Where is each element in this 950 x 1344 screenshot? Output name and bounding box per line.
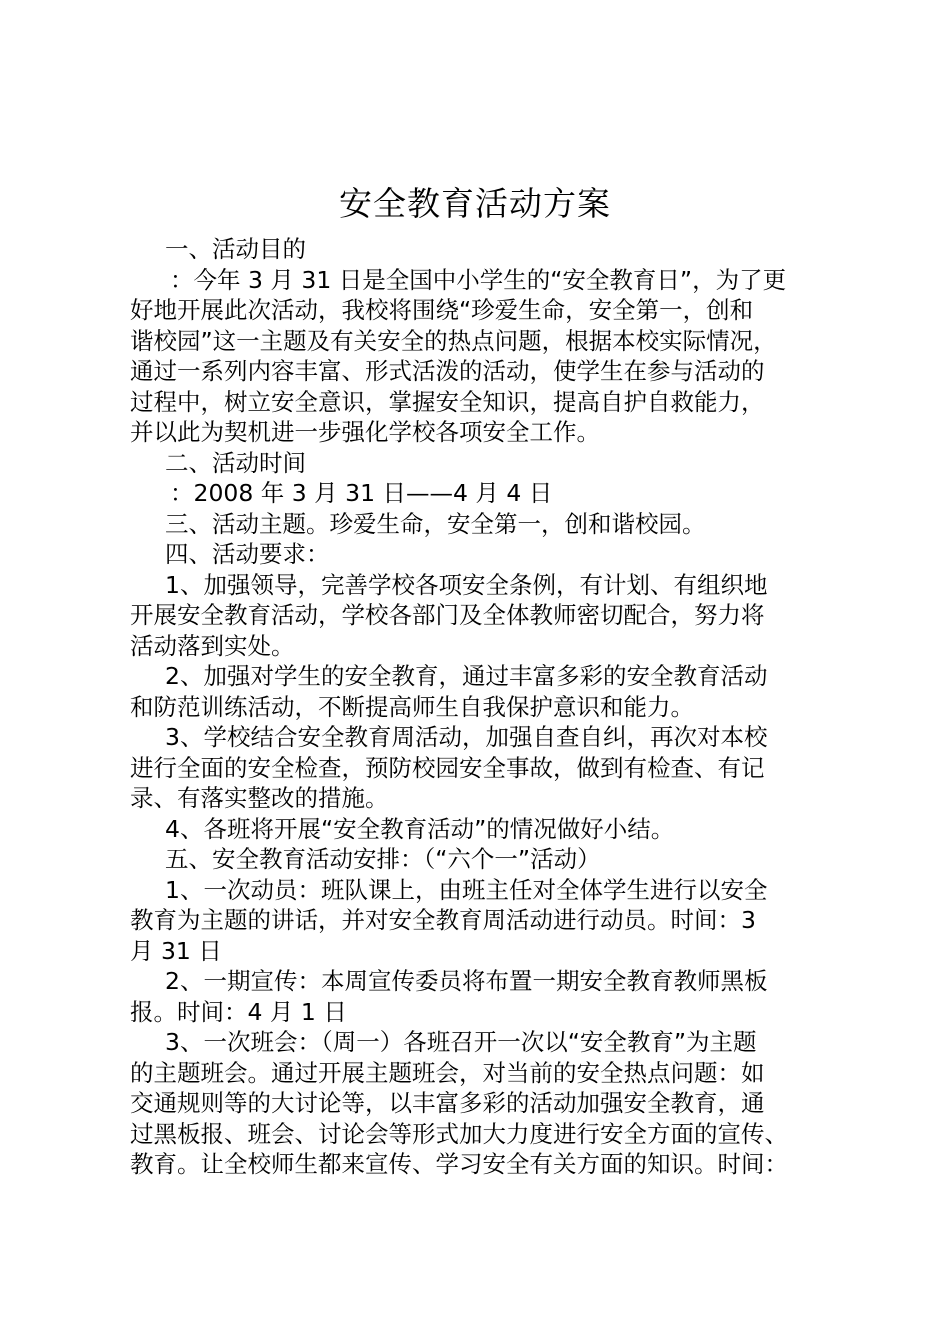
text-line: 进行全面的安全检查，预防校园安全事故，做到有检查、有记 [130, 753, 765, 782]
text-line: 2、加强对学生的安全教育，通过丰富多彩的安全教育活动 [165, 662, 768, 690]
text-line: ：今年 3 月 31 日是全国中小学生的“安全教育日”，为了更 [170, 265, 787, 294]
text-line: 2、一期宣传：本周宣传委员将布置一期安全教育教师黑板 [165, 967, 768, 995]
heading-theme: 三、活动主题。珍爱生命，安全第一，创和谐校园。 [165, 509, 706, 538]
text-line: 报。时间：4 月 1 日 [130, 997, 347, 1026]
text-line: 和防范训练活动，不断提高师生自我保护意识和能力。 [130, 692, 694, 721]
text-line: 过黑板报、班会、讨论会等形式加大力度进行安全方面的宣传、 [130, 1119, 788, 1148]
text-line: 教育。让全校师生都来宣传、学习安全有关方面的知识。时间： [130, 1150, 788, 1178]
text-line: 过程中，树立安全意识，掌握安全知识，提高自护自救能力， [130, 387, 765, 416]
text-line: 教育为主题的讲话，并对安全教育周活动进行动员。时间：3 [130, 906, 756, 934]
heading-arrangement: 五、安全教育活动安排：（“六个一”活动） [165, 845, 601, 873]
text-line: 通过一系列内容丰富、形式活泼的活动，使学生在参与活动的 [130, 357, 765, 385]
text-line: 活动落到实处。 [130, 631, 295, 660]
text-line: 3、学校结合安全教育周活动，加强自查自纠，再次对本校 [165, 723, 768, 751]
text-line: 开展安全教育活动，学校各部门及全体教师密切配合，努力将 [130, 601, 765, 629]
text-line: 并以此为契机进一步强化学校各项安全工作。 [130, 418, 600, 446]
text-line: 3、一次班会：（周一）各班召开一次以“安全教育”为主题 [165, 1028, 757, 1056]
text-line: 1、加强领导，完善学校各项安全条例，有计划、有组织地 [165, 570, 768, 599]
text-line: 交通规则等的大讨论等，以丰富多彩的活动加强安全教育，通 [130, 1089, 765, 1117]
text-line: ：2008 年 3 月 31 日——4 月 4 日 [170, 479, 553, 507]
text-line: 4、各班将开展“安全教育活动”的情况做好小结。 [165, 814, 675, 843]
document-title: 安全教育活动方案 [339, 184, 611, 223]
text-line: 月 31 日 [130, 936, 222, 965]
document-body [130, 234, 830, 1180]
text-line: 好地开展此次活动，我校将围绕“珍爱生命，安全第一，创和 [130, 296, 754, 324]
text-line: 1、一次动员：班队课上，由班主任对全体学生进行以安全 [165, 875, 768, 904]
text-line: 录、有落实整改的措施。 [130, 784, 389, 812]
text-line: 的主题班会。通过开展主题班会，对当前的安全热点问题：如 [130, 1058, 765, 1087]
heading-purpose: 一、活动目的 [165, 235, 306, 263]
heading-requirements: 四、活动要求： [165, 540, 330, 568]
heading-time: 二、活动时间 [165, 448, 306, 477]
text-line: 谐校园”这一主题及有关安全的热点问题，根据本校实际情况， [130, 326, 777, 355]
